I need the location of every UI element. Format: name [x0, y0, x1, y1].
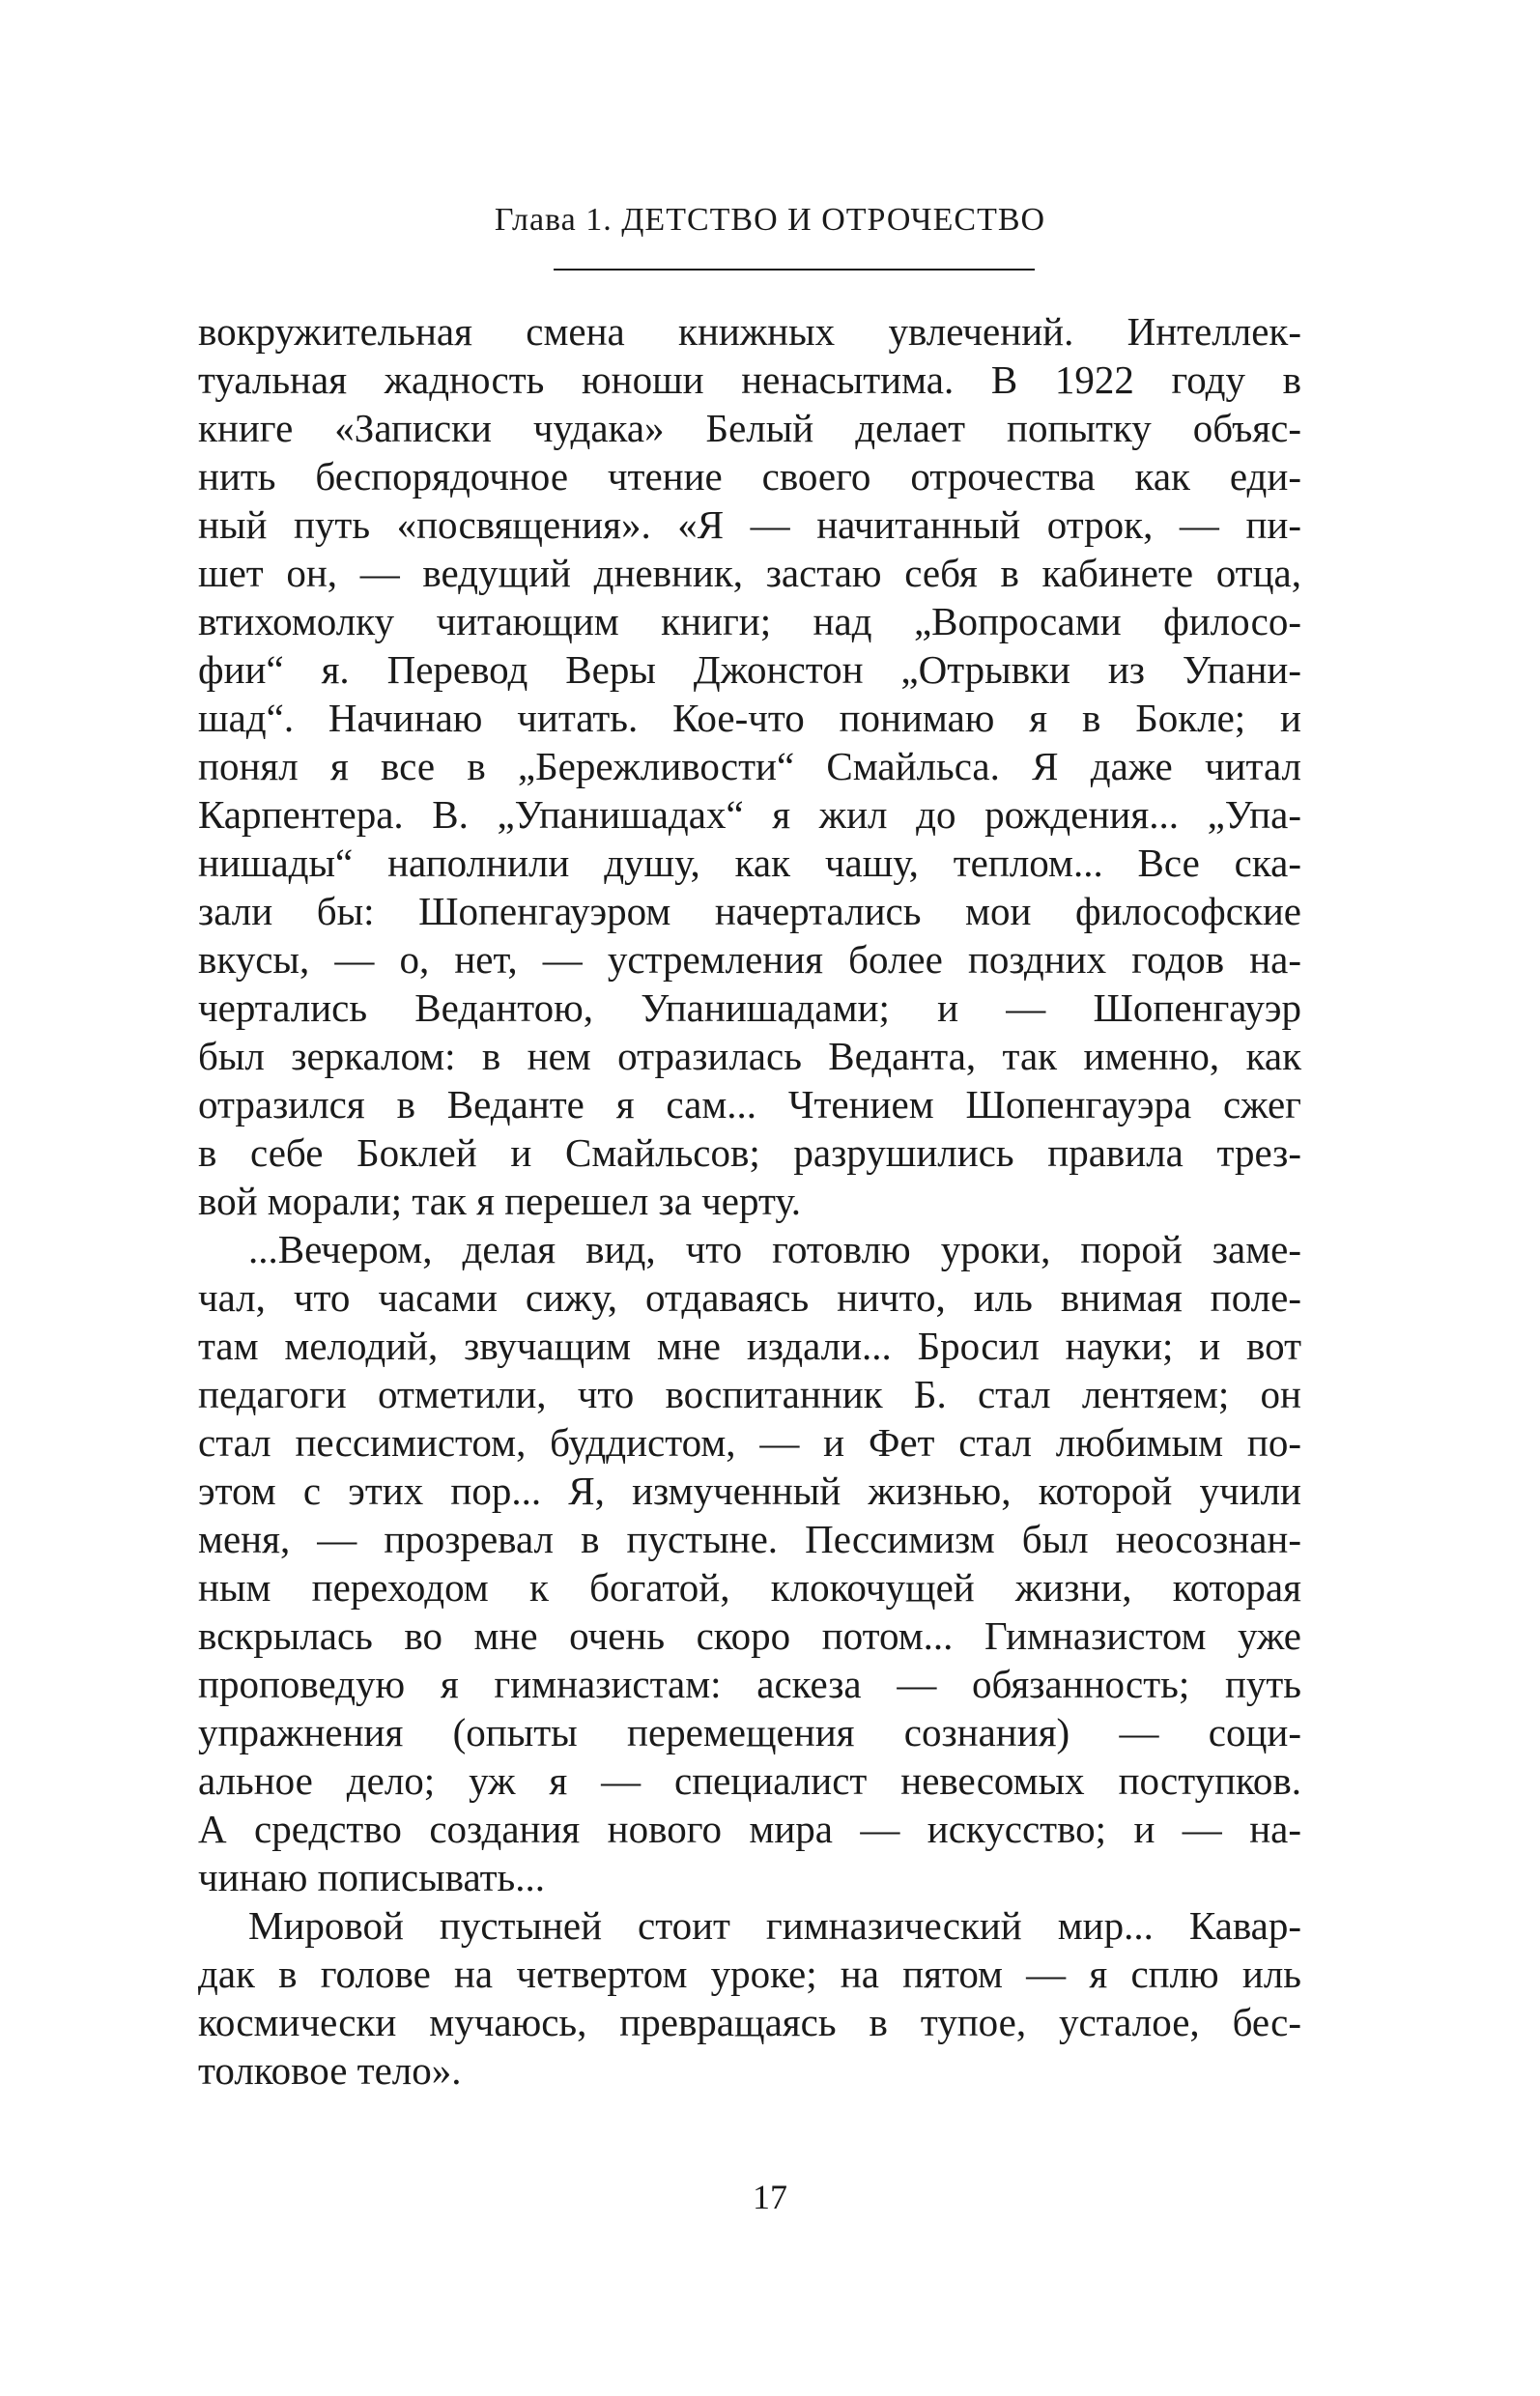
text-line: толковое тело».: [198, 2048, 462, 2093]
text-line: чал, что часами сижу, отдаваясь ничто, иль внимая поле-: [198, 1275, 1301, 1320]
text-line: ...Вечером, делая вид, что готовлю уроки, порой заме-: [248, 1227, 1301, 1271]
text-line: нишады“ наполнили душу, как чашу, теплом... Все ска-: [198, 841, 1301, 885]
running-head: Глава 1. ДЕТСТВО И ОТРОЧЕСТВО: [494, 202, 1046, 238]
text-line: педагоги отметили, что воспитанник Б. стал лентяем; он: [198, 1372, 1301, 1416]
page-number: 17: [753, 2178, 787, 2216]
text-line: меня, — прозревал в пустыне. Пессимизм был неосознан-: [198, 1517, 1301, 1561]
text-line: там мелодий, звучащим мне издали... Бросил науки; и вот: [198, 1324, 1301, 1368]
header-rule: [554, 269, 1035, 271]
text-line: книге «Записки чудака» Белый делает попытку объяс-: [198, 406, 1301, 450]
text-line: Мировой пустыней стоит гимназический мир... Кавар-: [248, 1903, 1301, 1948]
text-line: втихомолку читающим книги; над „Вопросами филосо-: [198, 599, 1301, 643]
text-line: чертались Ведантою, Упанишадами; и — Шопенгауэр: [198, 985, 1301, 1030]
paragraph: [198, 1901, 1301, 2095]
text-line: шет он, — ведущий дневник, застаю себя в кабинете отца,: [198, 551, 1301, 595]
text-line: дак в голове на четвертом уроке; на пятом — я сплю иль: [198, 1952, 1301, 1996]
text-line: ный путь «посвящения». «Я — начитанный отрок, — пи-: [198, 502, 1301, 547]
text-line: проповедую я гимназистам: аскеза — обязанность; путь: [198, 1662, 1301, 1706]
text-line: А средство создания нового мира — искусство; и — на-: [198, 1807, 1301, 1851]
text-line: фии“ я. Перевод Веры Джонстон „Отрывки из Упани-: [198, 647, 1301, 692]
text-line: ным переходом к богатой, клокочущей жизни, которая: [198, 1565, 1301, 1610]
text-line: стал пессимистом, буддистом, — и Фет стал любимым по-: [198, 1420, 1301, 1465]
text-line: вкусы, — о, нет, — устремления более поздних годов на-: [198, 937, 1301, 982]
paragraph: [198, 307, 1301, 1225]
text-line: этом с этих пор... Я, измученный жизнью, которой учили: [198, 1469, 1301, 1513]
paragraph: [198, 1225, 1301, 1901]
text-line: шад“. Начинаю читать. Кое-что понимаю я в Бокле; и: [198, 696, 1301, 740]
text-line: отразился в Веданте я сам... Чтением Шопенгауэра сжег: [198, 1082, 1301, 1127]
text-line: альное дело; уж я — специалист невесомых поступков.: [198, 1758, 1301, 1803]
text-line: был зеркалом: в нем отразилась Веданта, так именно, как: [198, 1034, 1301, 1078]
text-line: космически мучаюсь, превращаясь в тупое, усталое, бес-: [198, 2000, 1301, 2044]
text-line: в себе Боклей и Смайльсов; разрушились правила трез-: [198, 1130, 1301, 1175]
text-line: нить беспорядочное чтение своего отрочества как еди-: [198, 454, 1301, 499]
text-line: понял я все в „Бережливости“ Смайльса. Я даже читал: [198, 744, 1301, 788]
text-line: упражнения (опыты перемещения сознания) — соци-: [198, 1710, 1301, 1754]
text-line: зали бы: Шопенгауэром начертались мои философские: [198, 889, 1301, 933]
body-text: [198, 307, 1301, 2095]
text-line: туальная жадность юноши ненасытима. В 1922 году в: [198, 357, 1301, 402]
text-line: вой морали; так я перешел за черту.: [198, 1179, 801, 1223]
text-line: чинаю пописывать...: [198, 1855, 545, 1899]
text-line: Карпентера. В. „Упанишадах“ я жил до рождения... „Упа-: [198, 792, 1301, 837]
text-line: вскрылась во мне очень скоро потом... Гимназистом уже: [198, 1613, 1301, 1658]
text-line: вокружительная смена книжных увлечений. Интеллек-: [198, 309, 1301, 354]
